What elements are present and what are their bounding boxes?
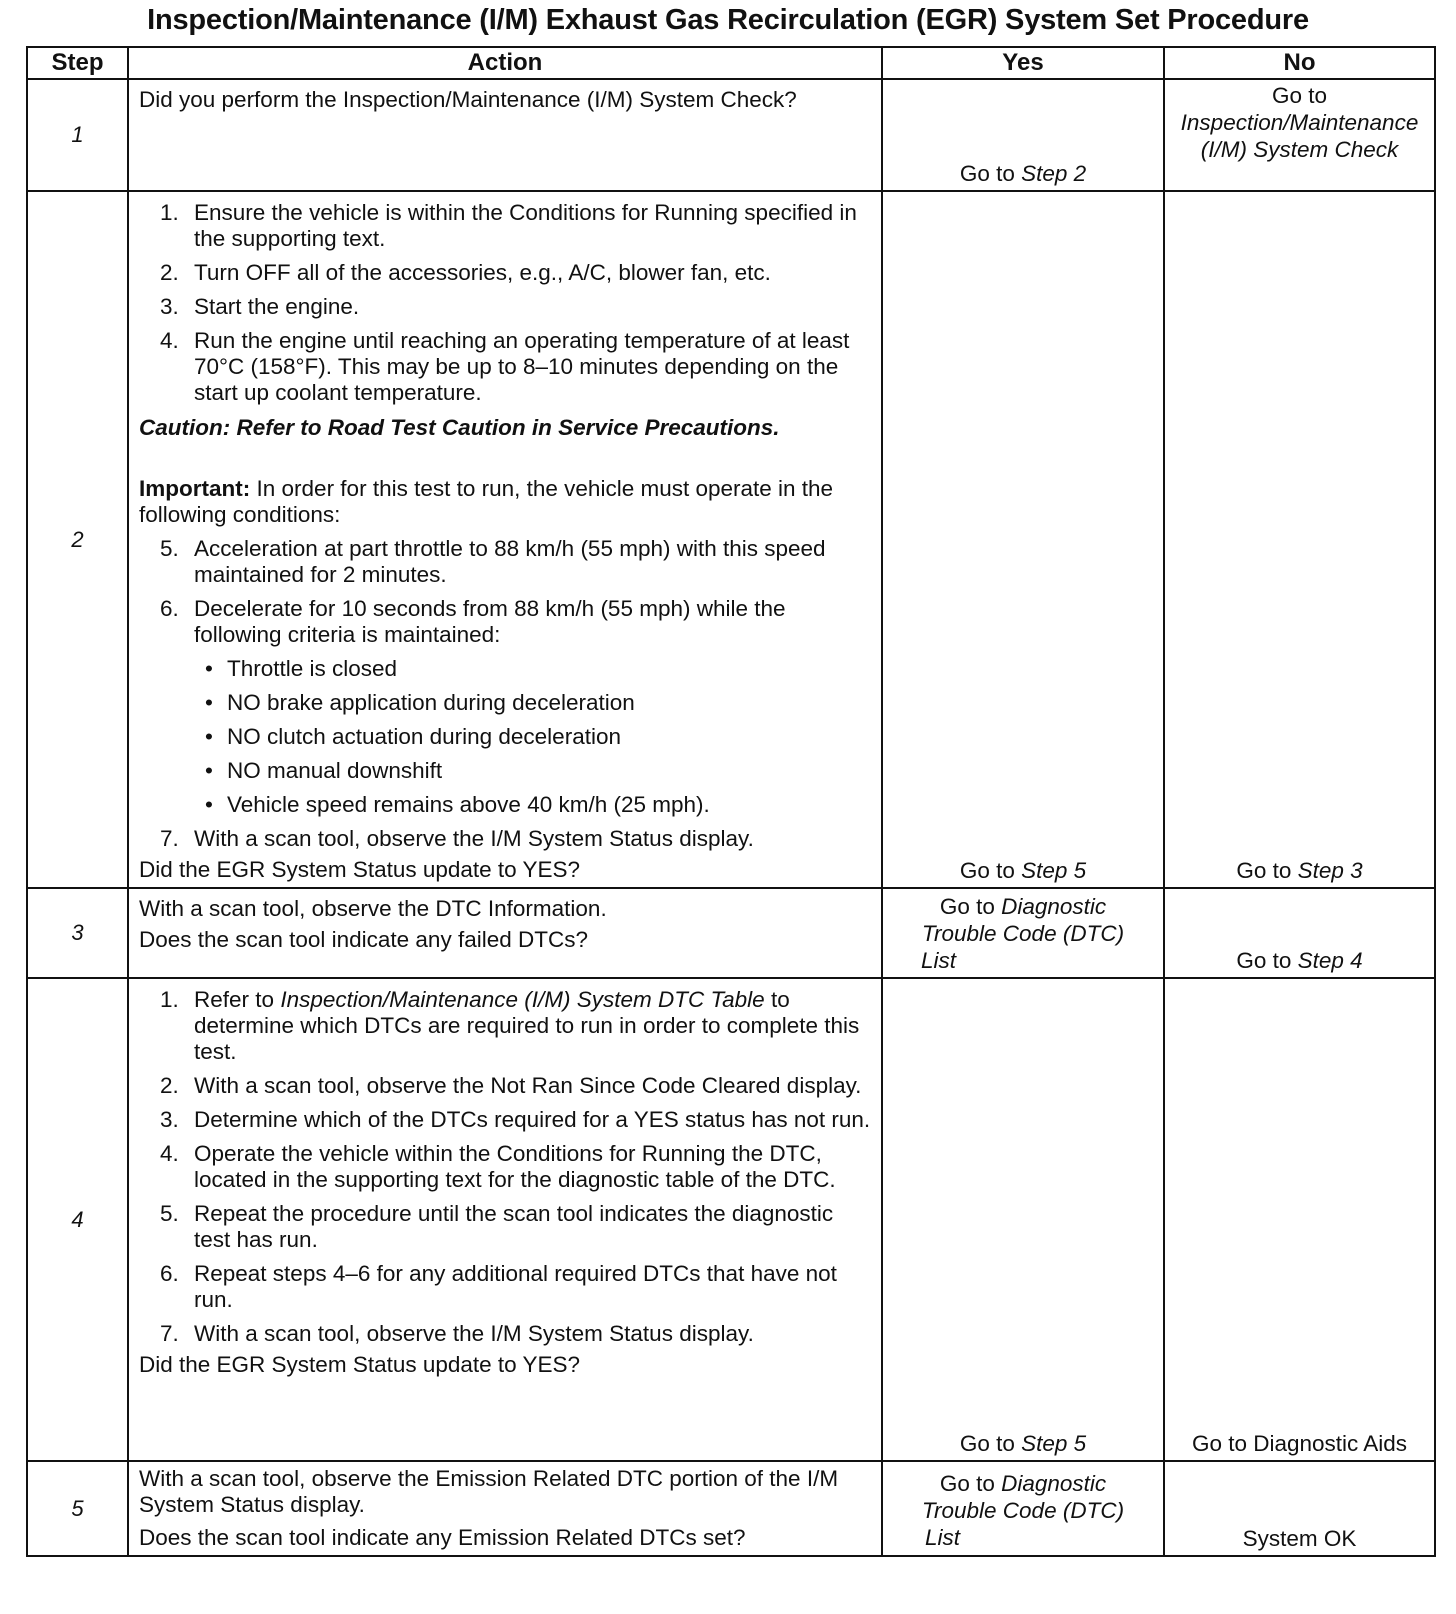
yes-cell (882, 79, 1164, 191)
important-text: In order for this test to run, the vehicle must operate in the following conditions: (139, 476, 834, 527)
header-row (27, 47, 1435, 79)
yes-ref-link[interactable]: Diagnostic (1001, 894, 1107, 919)
step-number: 2 (27, 191, 128, 888)
yes-cell (882, 191, 1164, 888)
steps-list (139, 826, 873, 852)
no-line-1: Go to (1271, 83, 1328, 108)
step-number: 4 (27, 978, 128, 1461)
criteria-list (139, 656, 873, 818)
list-item: 6. Decelerate for 10 seconds from 88 km/h (55 mph) while the following criteria is maintained: (160, 596, 786, 647)
yes-ref-link[interactable]: Diagnostic (1001, 1471, 1107, 1496)
yes-prefix: Go to (959, 858, 1015, 883)
action-cell (128, 978, 882, 1461)
step-number: 3 (27, 888, 128, 978)
bullet-item: • NO clutch actuation during deceleration (139, 724, 873, 750)
yes-prefix: Go to (939, 894, 995, 919)
yes-ref-link-3[interactable]: List (921, 948, 957, 973)
question: Did you perform the Inspection/Maintenance (I/M) System Check? (139, 87, 797, 112)
no-cell (1164, 79, 1435, 191)
no-ref-link-1[interactable]: Inspection/Maintenance (1180, 110, 1419, 135)
list-item: 1. Refer to Inspection/Maintenance (I/M) System DTC Table to determine which DTCs are required to run in order to complete this test. (160, 987, 860, 1064)
instruction: With a scan tool, observe the DTC Information. (139, 896, 607, 921)
list-item: 4. Operate the vehicle within the Conditions for Running the DTC, located in the supporting text for the diagnostic table of the DTC. (160, 1141, 836, 1192)
bullet-item: • NO manual downshift (139, 758, 873, 784)
list-item: 6. Repeat steps 4–6 for any additional required DTCs that have not run. (160, 1261, 837, 1312)
table-row-step-3 (27, 888, 1435, 978)
important-label: Important: (139, 476, 251, 501)
no-ref-link-2[interactable]: (I/M) System Check (1200, 137, 1399, 162)
page-title: Inspection/Maintenance (I/M) Exhaust Gas Recirculation (EGR) System Set Procedure (147, 4, 1309, 36)
table-row-step-4 (27, 978, 1435, 1461)
list-item: 2. Turn OFF all of the accessories, e.g., A/C, blower fan, etc. (160, 260, 771, 285)
list-item: 3. Start the engine. (160, 294, 360, 319)
no-cell (1164, 888, 1435, 978)
action-cell (128, 888, 882, 978)
header-no: No (1164, 47, 1435, 79)
step-number: 1 (27, 79, 128, 191)
procedure-table (26, 46, 1436, 1557)
yes-cell (882, 888, 1164, 978)
bullet-item: • NO brake application during deceleration (139, 690, 873, 716)
table-row-step-2 (27, 191, 1435, 888)
list-item: 1. Ensure the vehicle is within the Conditions for Running specified in the supporting text. (160, 200, 857, 251)
header-yes: Yes (882, 47, 1164, 79)
yes-ref-link-3[interactable]: List (925, 1525, 961, 1550)
header-step: Step (27, 47, 128, 79)
yes-prefix: Go to (959, 161, 1015, 186)
list-item: 2. With a scan tool, observe the Not Ran Since Code Cleared display. (160, 1073, 862, 1098)
table-row-step-1 (27, 79, 1435, 191)
yes-cell (882, 1461, 1164, 1556)
important-note (139, 476, 873, 528)
question: Does the scan tool indicate any Emission Related DTCs set? (139, 1525, 746, 1550)
action-cell (128, 191, 882, 888)
steps-list (139, 536, 873, 648)
table-row-step-5 (27, 1461, 1435, 1556)
yes-prefix: Go to (959, 1431, 1015, 1456)
list-item: 5. Acceleration at part throttle to 88 km/h (55 mph) with this speed maintained for 2 minutes. (160, 536, 826, 587)
dtc-table-link[interactable]: Inspection/Maintenance (I/M) System DTC Table (280, 987, 765, 1012)
bullet-item: • Vehicle speed remains above 40 km/h (25 mph). (139, 792, 873, 818)
no-ref-link[interactable]: Step 4 (1297, 948, 1363, 973)
no-prefix: Go to (1236, 948, 1292, 973)
list-item: 3. Determine which of the DTCs required for a YES status has not run. (160, 1107, 871, 1132)
no-cell (1164, 191, 1435, 888)
list-item: 5. Repeat the procedure until the scan tool indicates the diagnostic test has run. (160, 1201, 834, 1252)
no-result: System OK (1242, 1526, 1357, 1551)
list-item: 4. Run the engine until reaching an operating temperature of at least 70°C (158°F). This may be up to 8–10 minutes depending on the start up coolant temperature. (160, 328, 850, 405)
question: Does the scan tool indicate any failed DTCs? (139, 927, 588, 952)
header-action: Action (128, 47, 882, 79)
yes-prefix: Go to (939, 1471, 995, 1496)
question: Did the EGR System Status update to YES? (139, 857, 581, 882)
steps-list (139, 987, 873, 1347)
bullet-item: • Throttle is closed (139, 656, 873, 682)
no-prefix: Go to (1236, 858, 1292, 883)
list-item: 7. With a scan tool, observe the I/M System Status display. (160, 1321, 754, 1346)
list-item: 7. With a scan tool, observe the I/M System Status display. (160, 826, 754, 851)
no-ref-link[interactable]: Go to Diagnostic Aids (1191, 1431, 1408, 1456)
yes-cell (882, 978, 1164, 1461)
yes-ref-link[interactable]: Step 5 (1021, 858, 1087, 883)
caution-note: Caution: Refer to Road Test Caution in Service Precautions. (139, 415, 780, 440)
yes-ref-link[interactable]: Step 5 (1021, 1431, 1087, 1456)
no-ref-link[interactable]: Step 3 (1297, 858, 1363, 883)
no-cell (1164, 978, 1435, 1461)
yes-ref-link-2[interactable]: Trouble Code (DTC) (921, 1498, 1125, 1523)
action-cell (128, 1461, 882, 1556)
instruction: With a scan tool, observe the Emission Related DTC portion of the I/M System Status display. (139, 1466, 839, 1517)
yes-ref-link-2[interactable]: Trouble Code (DTC) (921, 921, 1125, 946)
step-number: 5 (27, 1461, 128, 1556)
steps-list (139, 200, 873, 406)
no-cell (1164, 1461, 1435, 1556)
action-cell (128, 79, 882, 191)
question: Did the EGR System Status update to YES? (139, 1352, 581, 1377)
yes-ref-link[interactable]: Step 2 (1021, 161, 1087, 186)
